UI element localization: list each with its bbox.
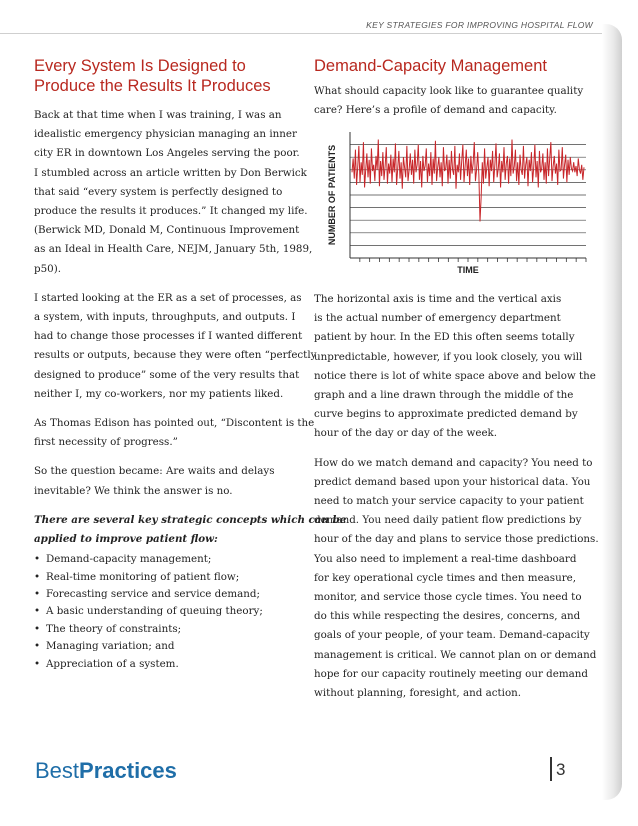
text-line: patient by hour. In the ED this often seems totally [314, 331, 575, 344]
text-line: city ER in downtown Los Angeles serving the poor. [34, 147, 300, 160]
list-item-label: Demand-capacity management; [46, 553, 212, 566]
text-line: first necessity of progress.” [34, 436, 178, 449]
text-line: a system, with inputs, throughputs, and outputs. I [34, 311, 296, 324]
text-line: unpredictable, however, if you look closely, you will [314, 350, 583, 363]
text-line: The horizontal axis is time and the vertical axis [314, 293, 562, 305]
y-axis-label: NUMBER OF PATIENTS [327, 144, 337, 246]
text-line: (Berwick MD, Donald M, Continuous Improvement [34, 224, 300, 237]
paragraph-processes [34, 289, 317, 404]
text-line: care? Here’s a profile of demand and capacity. [314, 104, 557, 117]
left-heading [34, 56, 312, 96]
text-line: p50). [34, 262, 61, 275]
right-column [314, 56, 594, 130]
text-line: without planning, foresight, and action. [314, 687, 522, 700]
text-line: results or outputs, because they were often “perfectly [34, 349, 317, 362]
list-item-label: Forecasting service and service demand; [46, 588, 260, 601]
paragraph-axis-explanation [314, 290, 594, 444]
demand-capacity-chart [318, 124, 594, 280]
brand-logo [35, 758, 177, 784]
list-item [34, 638, 312, 655]
list-item [34, 621, 312, 638]
text-line: monitor, and service those cycle times. You need to [314, 591, 582, 604]
text-line: What should capacity look like to guarantee quality [314, 85, 584, 97]
text-line: curve begins to approximate predicted demand by [314, 408, 578, 421]
text-line: produce the results it produces.” It changed my life. [34, 205, 308, 218]
page-header [0, 0, 638, 40]
strategy-list [34, 551, 312, 673]
text-line: inevitable? We think the answer is no. [34, 484, 233, 497]
list-item [34, 656, 312, 673]
text-line: notice there is lot of white space above and below the [314, 369, 596, 382]
list-item [34, 569, 312, 586]
text-line: had to change those processes if I wanted different [34, 330, 303, 343]
text-line: that said “every system is perfectly designed to [34, 185, 283, 198]
paragraph-berwick [34, 106, 312, 279]
text-line: I started looking at the ER as a set of processes, as [34, 291, 302, 304]
list-item [34, 551, 312, 568]
paragraph-intro [314, 82, 594, 120]
text-line: designed to produce” some of the very results that [34, 368, 300, 381]
text-line: predict demand based upon your historical data. You [314, 475, 591, 488]
text-line: applied to improve patient flow: [34, 533, 218, 546]
list-item-label: A basic understanding of queuing theory; [46, 605, 263, 618]
paragraph-key-concepts [34, 511, 347, 549]
text-line: Back at that time when I was training, I was an [34, 109, 282, 121]
header-rule [0, 33, 606, 34]
bullet-marker: • [34, 553, 41, 566]
list-item-label: Real-time monitoring of patient flow; [46, 570, 240, 583]
bullet-marker: • [34, 657, 41, 670]
text-line: There are several key strategic concepts which can be [34, 513, 347, 526]
right-heading: Demand-Capacity Management [314, 57, 547, 75]
bullet-marker: • [34, 570, 41, 583]
bullet-marker: • [34, 588, 41, 601]
left-heading-line: Produce the Results It Produces [34, 77, 271, 95]
text-line: need to match your service capacity to your patient [314, 495, 584, 508]
text-line: demand. You need daily patient flow predictions by [314, 514, 582, 527]
text-line: How do we match demand and capacity? You need to [314, 456, 593, 469]
text-line: management is critical. We cannot plan on or demand [314, 648, 597, 661]
list-item [34, 586, 312, 603]
footer-separator [550, 757, 552, 781]
text-line: hour of the day or day of the week. [314, 427, 498, 440]
text-line: idealistic emergency physician managing an inner [34, 128, 297, 141]
text-line: neither I, my co-workers, nor my patients liked. [34, 387, 284, 400]
text-line: I stumbled across an article written by Don Berwick [34, 166, 307, 179]
bullet-marker: • [34, 640, 41, 653]
bullet-marker: • [34, 622, 41, 635]
text-line: goals of your people, of your team. Demand-capacity [314, 629, 590, 642]
paragraph-question [34, 462, 312, 500]
text-line: You also need to implement a real-time dashboard [314, 552, 577, 565]
paragraph-edison [34, 414, 315, 452]
text-line: is the actual number of emergency department [314, 312, 561, 325]
list-item-label: The theory of constraints; [46, 622, 182, 635]
list-item [34, 603, 312, 620]
brand-logo-bold: Practices [79, 758, 177, 783]
list-item-label: Managing variation; and [46, 640, 175, 653]
page-edge-decoration [602, 24, 622, 800]
list-item-label: Appreciation of a system. [46, 657, 179, 670]
running-header: KEY STRATEGIES FOR IMPROVING HOSPITAL FLOW [366, 20, 593, 30]
brand-logo-regular: Best [35, 758, 80, 783]
text-line: for key operational cycle times and then measure, [314, 571, 577, 584]
right-column-lower [314, 290, 599, 713]
text-line: So the question became: Are waits and delays [34, 465, 275, 478]
x-axis-label: TIME [457, 265, 479, 275]
text-line: As Thomas Edison has pointed out, “Discontent is the [34, 417, 315, 430]
series-line [352, 140, 584, 222]
text-line: do this while respecting the desires, concerns, and [314, 610, 581, 623]
text-line: hour of the day and plans to service those predictions. [314, 533, 599, 546]
bullet-marker: • [34, 605, 41, 618]
text-line: hope for our capacity routinely meeting our demand [314, 667, 588, 680]
text-line: graph and a line drawn through the middle of the [314, 389, 574, 402]
text-line: as an Ideal in Health Care, NEJM, January 5th, 1989, [34, 243, 313, 256]
chart-x-ticks [360, 258, 586, 262]
paragraph-matching [314, 454, 599, 704]
left-heading-line: Every System Is Designed to [34, 57, 246, 75]
page-number: 3 [556, 760, 566, 779]
